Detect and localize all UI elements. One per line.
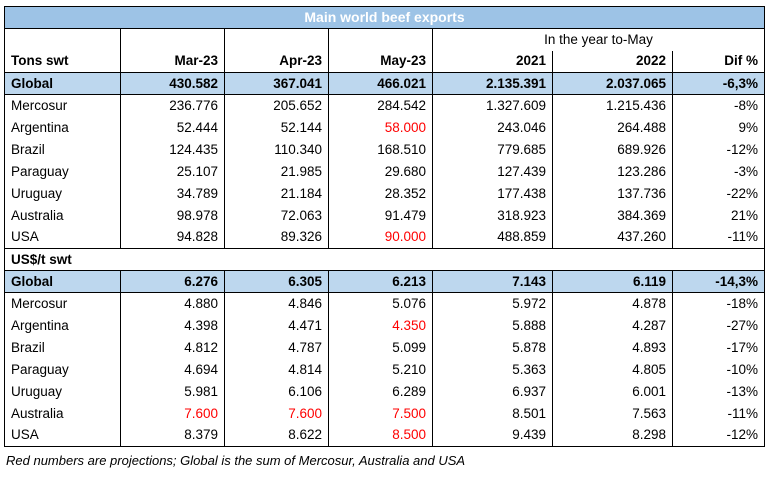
cell-2022: 437.260 [553, 227, 673, 249]
cell-mar23: 4.694 [121, 359, 225, 381]
cell-may23: 29.680 [329, 161, 433, 183]
cell-apr23: 110.340 [225, 139, 329, 161]
row-label: USA [5, 227, 121, 249]
cell-dif: -27% [673, 315, 765, 337]
cell-apr23: 7.600 [225, 403, 329, 425]
beef-exports-table [4, 6, 765, 447]
table-row [5, 315, 765, 337]
cell-2022: 7.563 [553, 403, 673, 425]
cell-2022: 6.119 [553, 271, 673, 293]
header-2022: 2022 [553, 51, 673, 73]
group-blank-may [329, 29, 433, 51]
cell-dif: -18% [673, 293, 765, 315]
unit-blank-dif [673, 249, 765, 271]
cell-2021: 2.135.391 [433, 73, 553, 95]
spreadsheet-sheet [0, 6, 766, 484]
unit-blank-mar [121, 249, 225, 271]
cell-dif: -11% [673, 403, 765, 425]
cell-mar23: 52.444 [121, 117, 225, 139]
row-label: Uruguay [5, 183, 121, 205]
table-row [5, 425, 765, 447]
table-row [5, 359, 765, 381]
row-label: Paraguay [5, 359, 121, 381]
cell-apr23: 4.471 [225, 315, 329, 337]
cell-2021: 5.888 [433, 315, 553, 337]
row-label: USA [5, 425, 121, 447]
cell-may23: 5.099 [329, 337, 433, 359]
cell-2021: 8.501 [433, 403, 553, 425]
cell-mar23: 4.880 [121, 293, 225, 315]
cell-dif: -13% [673, 381, 765, 403]
cell-2022: 1.215.436 [553, 95, 673, 117]
unit-section-label: US$/t swt [5, 249, 121, 271]
cell-dif: -17% [673, 337, 765, 359]
header-apr23: Apr-23 [225, 51, 329, 73]
group-blank-apr [225, 29, 329, 51]
row-label: Brazil [5, 337, 121, 359]
table-row [5, 161, 765, 183]
cell-2021: 488.859 [433, 227, 553, 249]
unit-blank-2021 [433, 249, 553, 271]
cell-2022: 8.298 [553, 425, 673, 447]
cell-2021: 318.923 [433, 205, 553, 227]
cell-2022: 264.488 [553, 117, 673, 139]
table-row [5, 403, 765, 425]
page-title: Main world beef exports [5, 7, 765, 29]
footnote: Red numbers are projections; Global is the sum of Mercosur, Australia and USA [6, 453, 466, 468]
cell-2022: 2.037.065 [553, 73, 673, 95]
column-header-row [5, 51, 765, 73]
cell-apr23: 21.184 [225, 183, 329, 205]
cell-2021: 9.439 [433, 425, 553, 447]
cell-may23: 8.500 [329, 425, 433, 447]
unit-blank-2022 [553, 249, 673, 271]
row-label: Australia [5, 205, 121, 227]
group-header-year-to-may: In the year to-May [433, 29, 765, 51]
cell-may23: 91.479 [329, 205, 433, 227]
table-row [5, 205, 765, 227]
cell-dif: -12% [673, 139, 765, 161]
cell-dif: -6,3% [673, 73, 765, 95]
table-row [5, 117, 765, 139]
cell-apr23: 367.041 [225, 73, 329, 95]
cell-mar23: 4.398 [121, 315, 225, 337]
row-label: Uruguay [5, 381, 121, 403]
cell-may23: 6.289 [329, 381, 433, 403]
cell-2021: 127.439 [433, 161, 553, 183]
cell-mar23: 34.789 [121, 183, 225, 205]
cell-2022: 4.287 [553, 315, 673, 337]
group-header-row [5, 29, 765, 51]
cell-apr23: 6.106 [225, 381, 329, 403]
cell-2022: 689.926 [553, 139, 673, 161]
row-label: Mercosur [5, 95, 121, 117]
cell-mar23: 430.582 [121, 73, 225, 95]
cell-2022: 123.286 [553, 161, 673, 183]
cell-2021: 6.937 [433, 381, 553, 403]
cell-dif: -11% [673, 227, 765, 249]
cell-2021: 243.046 [433, 117, 553, 139]
cell-apr23: 8.622 [225, 425, 329, 447]
table-row [5, 381, 765, 403]
cell-apr23: 4.814 [225, 359, 329, 381]
cell-dif: -3% [673, 161, 765, 183]
cell-may23: 28.352 [329, 183, 433, 205]
cell-mar23: 25.107 [121, 161, 225, 183]
cell-dif: 21% [673, 205, 765, 227]
group-blank-label [5, 29, 121, 51]
cell-may23: 4.350 [329, 315, 433, 337]
cell-2021: 177.438 [433, 183, 553, 205]
cell-apr23: 205.652 [225, 95, 329, 117]
cell-apr23: 21.985 [225, 161, 329, 183]
row-label: Paraguay [5, 161, 121, 183]
table-row [5, 95, 765, 117]
table-row [5, 139, 765, 161]
cell-may23: 5.210 [329, 359, 433, 381]
cell-may23: 5.076 [329, 293, 433, 315]
row-label: Global [5, 271, 121, 293]
row-label: Argentina [5, 117, 121, 139]
table-title-row [5, 7, 765, 29]
cell-mar23: 98.978 [121, 205, 225, 227]
cell-2021: 779.685 [433, 139, 553, 161]
unit-section-row [5, 249, 765, 271]
cell-apr23: 4.787 [225, 337, 329, 359]
cell-mar23: 7.600 [121, 403, 225, 425]
row-label: Mercosur [5, 293, 121, 315]
cell-may23: 58.000 [329, 117, 433, 139]
cell-may23: 90.000 [329, 227, 433, 249]
cell-mar23: 4.812 [121, 337, 225, 359]
group-blank-mar [121, 29, 225, 51]
cell-dif: -22% [673, 183, 765, 205]
cell-2022: 4.805 [553, 359, 673, 381]
cell-may23: 168.510 [329, 139, 433, 161]
cell-2021: 5.363 [433, 359, 553, 381]
table-row [5, 227, 765, 249]
unit-blank-apr [225, 249, 329, 271]
header-dif: Dif % [673, 51, 765, 73]
header-tons-swt: Tons swt [5, 51, 121, 73]
cell-2021: 5.972 [433, 293, 553, 315]
cell-mar23: 124.435 [121, 139, 225, 161]
cell-apr23: 52.144 [225, 117, 329, 139]
cell-apr23: 4.846 [225, 293, 329, 315]
cell-2022: 4.893 [553, 337, 673, 359]
cell-may23: 466.021 [329, 73, 433, 95]
row-label: Argentina [5, 315, 121, 337]
unit-blank-may [329, 249, 433, 271]
cell-apr23: 72.063 [225, 205, 329, 227]
cell-2021: 1.327.609 [433, 95, 553, 117]
table-row [5, 293, 765, 315]
cell-2022: 384.369 [553, 205, 673, 227]
cell-dif: -14,3% [673, 271, 765, 293]
cell-dif: -8% [673, 95, 765, 117]
cell-may23: 284.542 [329, 95, 433, 117]
row-label: Brazil [5, 139, 121, 161]
cell-apr23: 89.326 [225, 227, 329, 249]
table-row-tons-global [5, 73, 765, 95]
cell-may23: 6.213 [329, 271, 433, 293]
row-label: Global [5, 73, 121, 95]
cell-2021: 5.878 [433, 337, 553, 359]
cell-mar23: 94.828 [121, 227, 225, 249]
cell-mar23: 5.981 [121, 381, 225, 403]
header-may23: May-23 [329, 51, 433, 73]
table-row-price-global [5, 271, 765, 293]
cell-2022: 6.001 [553, 381, 673, 403]
cell-may23: 7.500 [329, 403, 433, 425]
cell-dif: -12% [673, 425, 765, 447]
header-2021: 2021 [433, 51, 553, 73]
table-row [5, 337, 765, 359]
cell-2022: 4.878 [553, 293, 673, 315]
cell-dif: -10% [673, 359, 765, 381]
row-label: Australia [5, 403, 121, 425]
cell-dif: 9% [673, 117, 765, 139]
cell-2022: 137.736 [553, 183, 673, 205]
cell-mar23: 8.379 [121, 425, 225, 447]
cell-apr23: 6.305 [225, 271, 329, 293]
cell-mar23: 236.776 [121, 95, 225, 117]
header-mar23: Mar-23 [121, 51, 225, 73]
cell-mar23: 6.276 [121, 271, 225, 293]
cell-2021: 7.143 [433, 271, 553, 293]
table-row [5, 183, 765, 205]
